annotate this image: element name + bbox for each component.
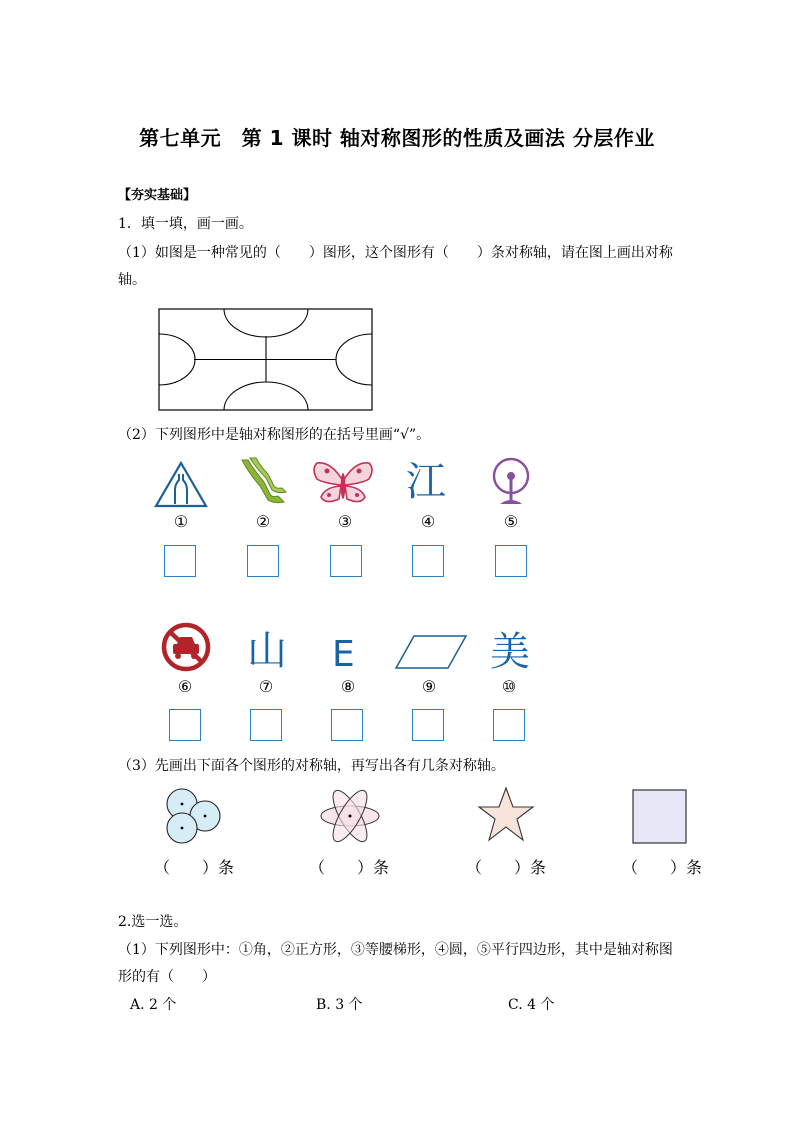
page-title: 第七单元 第 1 课时 轴对称图形的性质及画法 分层作业 (139, 126, 655, 150)
character-jiang: 江 (406, 459, 446, 505)
figure-label-9: ⑨ (421, 677, 437, 696)
section-heading: 【夯实基础】 (118, 188, 197, 203)
axis-count-blank-2[interactable]: （ ）条 (309, 858, 390, 877)
figure-label-4: ④ (420, 512, 436, 531)
q1-part1-text: （1）如图是一种常见的（ ）图形，这个图形有（ ）条对称轴，请在图上画出对称 (118, 245, 673, 261)
q2-part1-text-cont: 形的有（ ） (118, 969, 216, 985)
answer-box-7[interactable] (250, 709, 282, 741)
five-point-star-figure[interactable] (476, 786, 536, 844)
option-a[interactable]: A. 2 个 (130, 997, 177, 1013)
square-figure[interactable] (632, 789, 690, 845)
character-shan: 山 (247, 628, 287, 674)
axis-count-blank-1[interactable]: （ ）条 (154, 858, 235, 877)
green-swoosh-logo-icon (238, 456, 288, 508)
q2-part1-text: （1）下列图形中：①角，②正方形，③等腰梯形，④圆，⑤平行四边形，其中是轴对称图 (118, 942, 673, 958)
atom-ellipses-figure[interactable] (318, 788, 382, 844)
answer-box-1[interactable] (164, 545, 196, 577)
answer-box-6[interactable] (169, 709, 201, 741)
answer-box-10[interactable] (493, 709, 525, 741)
q1-heading: 1．填一填，画一画。 (118, 216, 253, 232)
microphone-logo-icon (490, 456, 532, 508)
figure-label-10: ⑩ (501, 677, 517, 696)
answer-box-2[interactable] (247, 545, 279, 577)
answer-box-4[interactable] (412, 545, 444, 577)
answer-box-8[interactable] (331, 709, 363, 741)
answer-box-9[interactable] (412, 709, 444, 741)
answer-box-5[interactable] (495, 545, 527, 577)
three-circles-figure[interactable] (162, 786, 224, 846)
road-narrows-sign-icon (154, 460, 208, 508)
axis-count-blank-3[interactable]: （ ）条 (466, 858, 547, 877)
butterfly-icon (311, 459, 375, 507)
figure-label-8: ⑧ (340, 677, 356, 696)
character-mei: 美 (490, 629, 530, 675)
figure-label-2: ② (255, 512, 271, 531)
q1-part3-text: （3）先画出下面各个图形的对称轴，再写出各有几条对称轴。 (118, 758, 505, 774)
letter-e: E (332, 634, 355, 675)
figure-label-5: ⑤ (503, 512, 519, 531)
figure-label-6: ⑥ (177, 677, 193, 696)
axis-count-blank-4[interactable]: （ ）条 (622, 858, 703, 877)
parallelogram-figure (394, 634, 468, 670)
no-cars-sign-icon (160, 622, 212, 672)
q1-part1-text-cont: 轴。 (118, 272, 146, 288)
figure-label-3: ③ (337, 512, 353, 531)
q2-heading: 2.选一选。 (118, 914, 188, 930)
rectangle-semicircle-figure[interactable] (158, 308, 374, 412)
answer-box-3[interactable] (330, 545, 362, 577)
figure-label-7: ⑦ (258, 677, 274, 696)
q1-part2-text: （2）下列图形中是轴对称图形的在括号里画“√”。 (118, 427, 431, 443)
figure-label-1: ① (173, 512, 189, 531)
option-b[interactable]: B. 3 个 (316, 997, 363, 1013)
option-c[interactable]: C. 4 个 (508, 997, 555, 1013)
